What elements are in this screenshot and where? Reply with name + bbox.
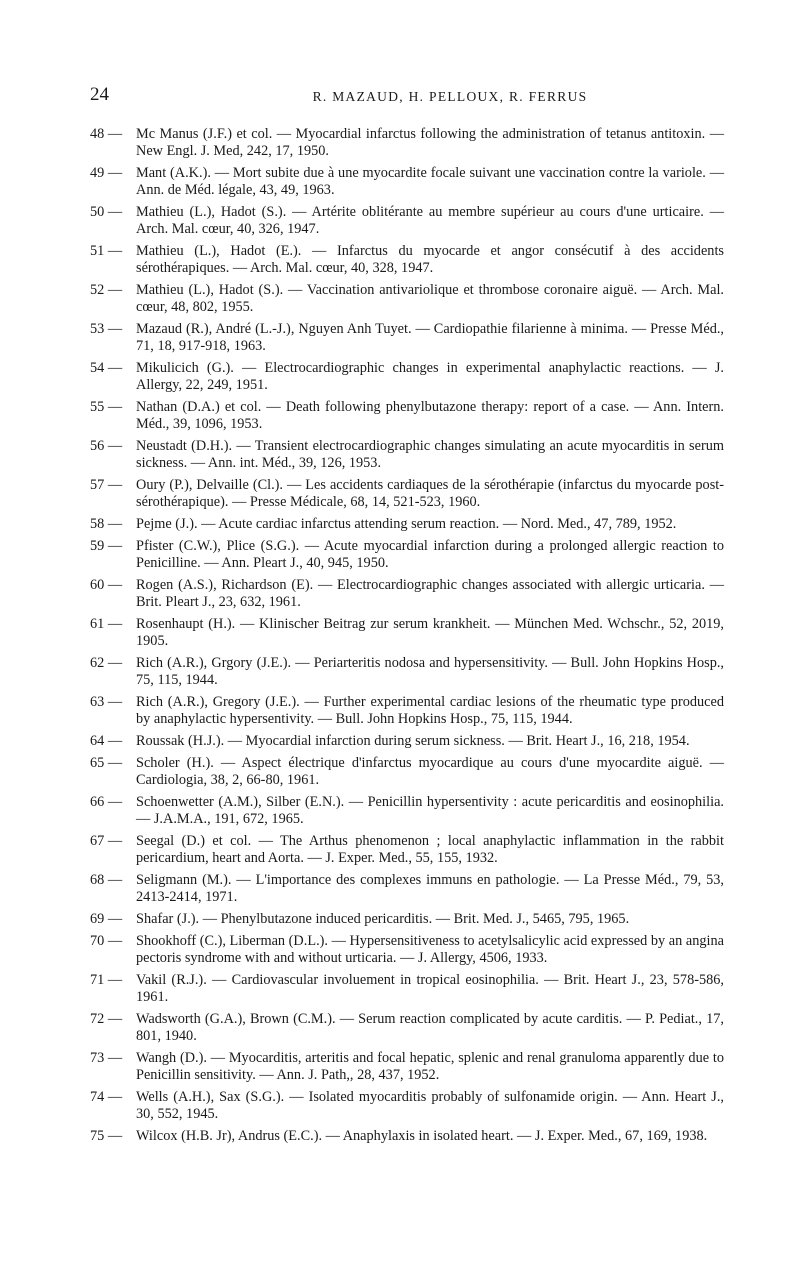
reference-text: Oury (P.), Delvaille (Cl.). — Les accidents cardiaques de la sérothérapie (infarctus du myocarde post-sérothérapique). — Presse Médicale, 68, 14, 521-523, 1960. bbox=[136, 477, 724, 510]
reference-entry bbox=[90, 360, 724, 394]
reference-entry bbox=[90, 165, 724, 199]
reference-entry bbox=[90, 282, 724, 316]
reference-number: 73 — bbox=[90, 1050, 123, 1066]
reference-number: 49 — bbox=[90, 165, 123, 181]
reference-number: 68 — bbox=[90, 872, 123, 888]
reference-number: 58 — bbox=[90, 516, 123, 532]
reference-number: 72 — bbox=[90, 1011, 123, 1027]
reference-text: Mazaud (R.), André (L.-J.), Nguyen Anh Tuyet. — Cardiopathie filarienne à minima. — Presse Méd., 71, 18, 917-918, 1963. bbox=[136, 321, 724, 354]
reference-entry bbox=[90, 1011, 724, 1045]
reference-text: Neustadt (D.H.). — Transient electrocardiographic changes simulating an acute myocarditis in serum sickness. — Ann. int. Méd., 39, 126, 1953. bbox=[136, 438, 724, 471]
reference-number: 59 — bbox=[90, 538, 123, 554]
reference-number: 60 — bbox=[90, 577, 123, 593]
reference-number: 67 — bbox=[90, 833, 123, 849]
reference-number: 52 — bbox=[90, 282, 123, 298]
reference-entry bbox=[90, 733, 724, 750]
reference-text: Shookhoff (C.), Liberman (D.L.). — Hypersensitiveness to acetylsalicylic acid expressed by an angina pectoris syndrome with and without urticaria. — J. Allergy, 4506, 1933. bbox=[136, 933, 724, 966]
reference-number: 65 — bbox=[90, 755, 123, 771]
reference-text: Pfister (C.W.), Plice (S.G.). — Acute myocardial infarction during a prolonged allergic reaction to Penicilline. — Ann. Pleart J., 40, 945, 1950. bbox=[136, 538, 724, 571]
reference-text: Pejme (J.). — Acute cardiac infarctus attending serum reaction. — Nord. Med., 47, 789, 1952. bbox=[136, 516, 677, 532]
reference-entry bbox=[90, 833, 724, 867]
reference-entry bbox=[90, 243, 724, 277]
reference-entry bbox=[90, 399, 724, 433]
reference-entry bbox=[90, 1128, 724, 1145]
reference-entry bbox=[90, 477, 724, 511]
page-header bbox=[90, 84, 740, 108]
reference-text: Seligmann (M.). — L'importance des complexes immuns en pathologie. — La Presse Méd., 79, 53, 2413-2414, 1971. bbox=[136, 872, 724, 905]
reference-entry bbox=[90, 438, 724, 472]
reference-text: Rich (A.R.), Grgory (J.E.). — Periarteritis nodosa and hypersensitivity. — Bull. John Hopkins Hosp., 75, 115, 1944. bbox=[136, 655, 724, 688]
reference-entry bbox=[90, 972, 724, 1006]
reference-entry bbox=[90, 577, 724, 611]
reference-number: 50 — bbox=[90, 204, 123, 220]
reference-text: Scholer (H.). — Aspect électrique d'infarctus myocardique au cours d'une myocardite aiguë. — Cardiologia, 38, 2, 66-80, 1961. bbox=[136, 755, 724, 788]
reference-text: Wells (A.H.), Sax (S.G.). — Isolated myocarditis probably of sulfonamide origin. — Ann. Heart J., 30, 552, 1945. bbox=[136, 1089, 724, 1122]
reference-entry bbox=[90, 933, 724, 967]
reference-number: 57 — bbox=[90, 477, 123, 493]
reference-number: 66 — bbox=[90, 794, 123, 810]
reference-text: Rosenhaupt (H.). — Klinischer Beitrag zur serum krankheit. — München Med. Wchschr., 52, 2019, 1905. bbox=[136, 616, 724, 649]
reference-text: Mathieu (L.), Hadot (E.). — Infarctus du myocarde et angor consécutif à des accidents sérothérapiques. — Arch. Mal. cœur, 40, 328, 1947. bbox=[136, 243, 724, 276]
reference-text: Roussak (H.J.). — Myocardial infarction during serum sickness. — Brit. Heart J., 16, 218, 1954. bbox=[136, 733, 690, 749]
reference-number: 54 — bbox=[90, 360, 123, 376]
reference-entry bbox=[90, 1050, 724, 1084]
reference-entry bbox=[90, 126, 724, 160]
reference-text: Rich (A.R.), Gregory (J.E.). — Further experimental cardiac lesions of the rheumatic type produced by anaphylactic hypersentivity. — Bull. John Hopkins Hosp., 75, 115, 1944. bbox=[136, 694, 724, 727]
reference-text: Mathieu (L.), Hadot (S.). — Artérite oblitérante au membre supérieur au cours d'une urticaire. — Arch. Mal. cœur, 40, 326, 1947. bbox=[136, 204, 724, 237]
reference-number: 75 — bbox=[90, 1128, 123, 1144]
reference-entry bbox=[90, 872, 724, 906]
reference-text: Mant (A.K.). — Mort subite due à une myocardite focale suivant une vaccination contre la variole. — Ann. de Méd. légale, 43, 49, 1963. bbox=[136, 165, 724, 198]
reference-entry bbox=[90, 516, 724, 533]
reference-number: 63 — bbox=[90, 694, 123, 710]
reference-text: Schoenwetter (A.M.), Silber (E.N.). — Penicillin hypersentivity : acute pericarditis and eosinophilia. — J.A.M.A., 191, 672, 1965. bbox=[136, 794, 724, 827]
reference-entry bbox=[90, 794, 724, 828]
reference-number: 64 — bbox=[90, 733, 123, 749]
reference-number: 74 — bbox=[90, 1089, 123, 1105]
reference-entry bbox=[90, 911, 724, 928]
reference-number: 61 — bbox=[90, 616, 123, 632]
reference-entry bbox=[90, 655, 724, 689]
reference-text: Mc Manus (J.F.) et col. — Myocardial infarctus following the administration of tetanus antitoxin. — New Engl. J. Med, 242, 17, 1950. bbox=[136, 126, 724, 159]
reference-text: Nathan (D.A.) et col. — Death following phenylbutazone therapy: report of a case. — Ann. Intern. Méd., 39, 1096, 1953. bbox=[136, 399, 724, 432]
reference-text: Mathieu (L.), Hadot (S.). — Vaccination antivariolique et thrombose coronaire aiguë. — Arch. Mal. cœur, 48, 802, 1955. bbox=[136, 282, 724, 315]
running-head: R. MAZAUD, H. PELLOUX, R. FERRUS bbox=[312, 89, 588, 104]
reference-number: 71 — bbox=[90, 972, 123, 988]
reference-text: Mikulicich (G.). — Electrocardiographic changes in experimental anaphylactic reactions. — J. Allergy, 22, 249, 1951. bbox=[136, 360, 724, 393]
reference-text: Wadsworth (G.A.), Brown (C.M.). — Serum reaction complicated by acute carditis. — P. Pediat., 17, 801, 1940. bbox=[136, 1011, 724, 1044]
reference-text: Wangh (D.). — Myocarditis, arteritis and focal hepatic, splenic and renal granuloma apparently due to Penicillin sensitivity. — Ann. J. Path,, 28, 437, 1952. bbox=[136, 1050, 724, 1083]
reference-number: 56 — bbox=[90, 438, 123, 454]
reference-entry bbox=[90, 755, 724, 789]
reference-text: Vakil (R.J.). — Cardiovascular involuement in tropical eosinophilia. — Brit. Heart J., 23, 578-586, 1961. bbox=[136, 972, 724, 1005]
reference-text: Rogen (A.S.), Richardson (E). — Electrocardiographic changes associated with allergic urticaria. — Brit. Pleart J., 23, 632, 1961. bbox=[136, 577, 724, 610]
reference-number: 70 — bbox=[90, 933, 123, 949]
reference-entry bbox=[90, 204, 724, 238]
reference-entry bbox=[90, 321, 724, 355]
reference-text: Shafar (J.). — Phenylbutazone induced pericarditis. — Brit. Med. J., 5465, 795, 1965. bbox=[136, 911, 630, 927]
reference-number: 51 — bbox=[90, 243, 123, 259]
reference-entry bbox=[90, 538, 724, 572]
reference-number: 48 — bbox=[90, 126, 123, 142]
reference-entry bbox=[90, 616, 724, 650]
reference-number: 62 — bbox=[90, 655, 123, 671]
reference-text: Wilcox (H.B. Jr), Andrus (E.C.). — Anaphylaxis in isolated heart. — J. Exper. Med., 67, 169, 1938. bbox=[136, 1128, 708, 1144]
reference-entry bbox=[90, 1089, 724, 1123]
reference-entry bbox=[90, 694, 724, 728]
reference-number: 55 — bbox=[90, 399, 123, 415]
reference-list bbox=[90, 126, 724, 1150]
reference-number: 53 — bbox=[90, 321, 123, 337]
reference-number: 69 — bbox=[90, 911, 123, 927]
reference-text: Seegal (D.) et col. — The Arthus phenomenon ; local anaphylactic inflammation in the rabbit pericardium, heart and Aorta. — J. Exper. Med., 55, 155, 1932. bbox=[136, 833, 724, 866]
page-number: 24 bbox=[90, 84, 109, 105]
